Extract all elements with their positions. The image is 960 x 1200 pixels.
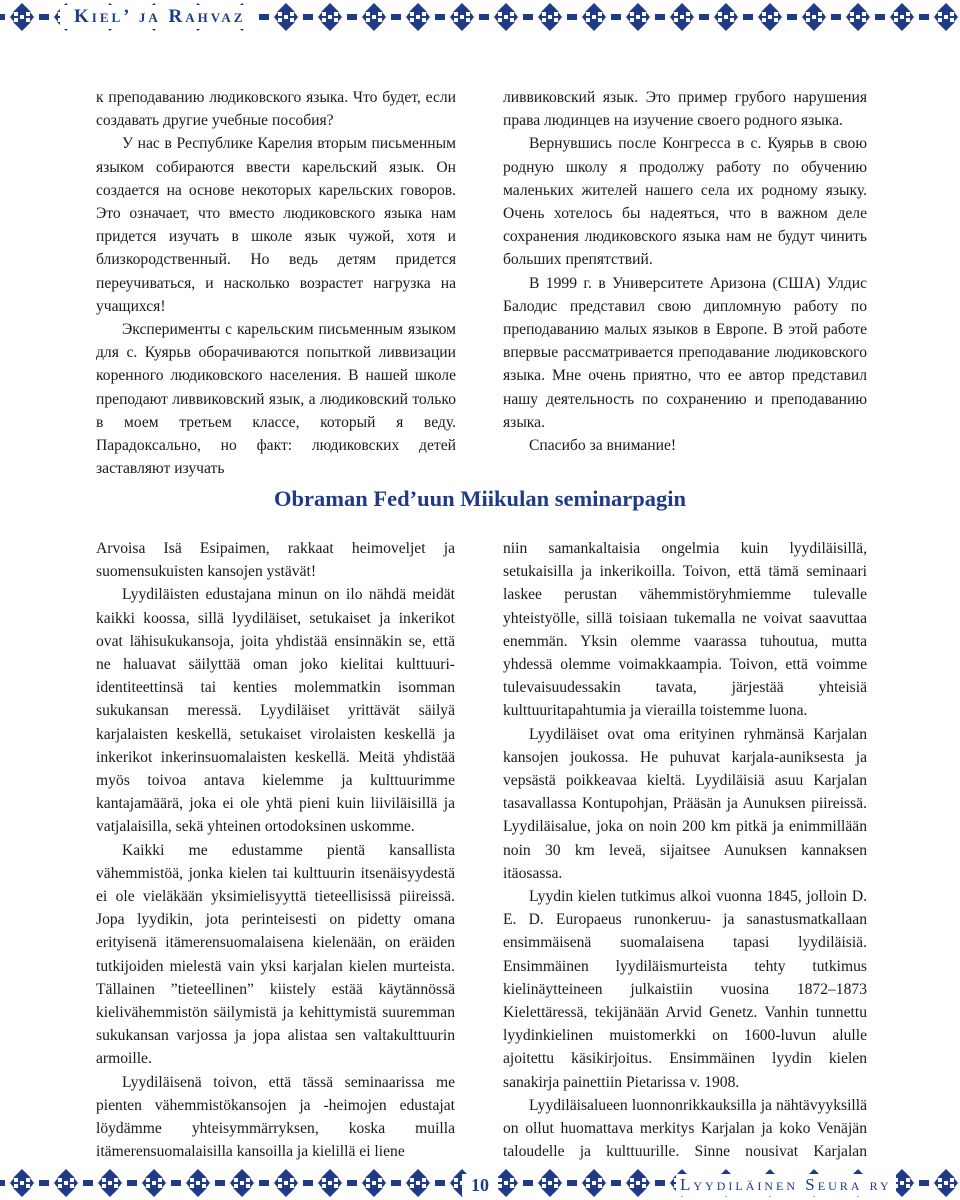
paragraph: Lyydiläisten edustajana minun on ilo nähdä meidät kaikki koossa, sillä lyydiläiset, setukaiset ja inkerikot ovat lähisukukansoja, joita yhdistää ensinnäkin se, että ne haluavat säilyttää oman joko kielitai kulttuuri-identiteettinsä tai kenties molemmatkin isomman sukukansan meressä. Lyydiläiset yrittävät säilyä karjalaisten keskellä, setukaiset virolaisten keskellä ja inkerikot inkerinsuomalaisten keskellä. Meitä yhdistää myös toivoa antava kielemme ja kulttuurimme kantajamäärä, joka ei ole yhtä pieni kuin liiviläisillä ja vatjalaisilla, sekä yhteinen ortodoksinen uskomme.: [96, 586, 455, 836]
paragraph: Lyydin kielen tutkimus alkoi vuonna 1845, jolloin D. E. D. Europaeus runonkeruu- ja sanastusmatkallaan ensimmäisenä suomalaisena tapasi lyydiläisiä. Ensimmäinen lyydiläismurteista tehty tutkimus kielinäytteineen julkaistiin vuosina 1872–1873 Kielettäressä, tekijänään Arvid Genetz. Vanhin tunnettu lyydinkielinen muistomerkki on 1600-luvun alulle ajoitettu käsikirjoitus. Ensimmäinen lyydin kielen sanakirja painettiin Pietarissa v. 1908.: [503, 888, 867, 1091]
paragraph: У нас в Республике Карелия вторым письменным языком собираются ввести карельский язык. Он создается на основе некоторых карельских говоров. Это означает, что вместо людиковского языка нам придется изучать в школе язык чужой, хотя и близкородственный. Но ведь детям придется переучиваться, и насколько возрастет нагрузка на учащихся!: [96, 135, 456, 315]
paragraph: Lyydiläisalueen luonnonrikkauksilla ja nähtävyyksillä on ollut huomattava merkitys Karjalan ja koko Venäjän taloudelle ja kulttuurille. Sinne nousivat Karjalan: [503, 1096, 867, 1161]
paragraph: Вернувшись после Конгресса в с. Куярьв в свою родную школу я продолжу работу по обучению маленьких жителей нашего села их родному языку. Очень хотелось бы надеяться, что в важном деле сохранения людиковского языка нам не будут чинить больших препятствий.: [503, 135, 867, 269]
publication-title: Kiel’ ja Rahvaz: [60, 5, 259, 29]
russian-article-right-column: [503, 86, 867, 457]
paragraph: В 1999 г. в Университете Аризона (США) Улдис Балодис представил свою дипломную работу по преподаванию малых языков в Европе. В этой работе впервые рассматривается преподавание людиковского языка. Мне очень приятно, что ее автор представил нашу деятельность по сохранению и преподаванию языка.: [503, 274, 867, 431]
paragraph: Lyydiläiset ovat oma erityinen ryhmänsä Karjalan kansojen joukossa. He puhuvat karjala-auniksesta ja vepsästä poikkeavaa kieltä. Lyydiläisiä asuu Karjalan tasavallassa Kontupohjan, Prääsän ja Aunuksen piireissä. Lyydiläisalue, joka on noin 200 km pitkä ja enimmillään noin 30 km leveä, sijaitsee Aunuksen kannaksen itäosassa.: [503, 725, 867, 882]
paragraph: Lyydiläisenä toivon, että tässä seminaarissa me pienten vähemmistökansojen ja -heimojen edustajat löydämme yhteisymmärryksen, koska muilla itämerensuomalaisilla kansoilla ja kielillä ei liene: [96, 1073, 455, 1161]
paragraph: ливвиковский язык. Это пример грубого нарушения права людинцев на изучение своего родного языка.: [503, 89, 867, 130]
paragraph: Kaikki me edustamme pientä kansallista vähemmistöä, jonka kielen tai kulttuurin itsenäisyydestä ei ole vieläkään yksimielisyyttä tieteellisissä piireissä. Jopa lyydikin, jota perinteisesti on pidetty omana erityisenä itämerensuomalaisena kielenään, on eräiden tutkijoiden mielestä vain yksi karjalan kielen murteista. Tällainen ”tieteellinen” kiistely estää käytännössä kielivähemmistön säilymistä ja kehittymistä suuremman sukukansan varjossa ja jopa alistaa sen valtakulttuurin armoille.: [96, 841, 455, 1068]
paragraph: niin samankaltaisia ongelmia kuin lyydiläisillä, setukaisilla ja inkerikoilla. Toivon, että tämä seminaari laskee perustan vähemmistöryhmiemme tulevalle yhteistyölle, sillä toisiaan tukemalla ne voivat saavuttaa enemmän. Yksin olemme vaarassa tuhoutua, mutta yhdessä olemme voimakkaampia. Toivon, että voimme tulevaisuudessakin tavata, järjestää yhteisiä kulttuuritapahtumia ja vierailla toistemme luona.: [503, 540, 867, 720]
russian-article-left-column: [96, 86, 456, 480]
footer-organization: Lyydiläinen Seura ry: [676, 1174, 896, 1196]
closing-line: Спасибо за внимание!: [529, 437, 677, 455]
paragraph: к преподаванию людиковского языка. Что будет, если создавать другие учебные пособия?: [96, 89, 456, 130]
finnish-article-right-column: [503, 537, 867, 1187]
paragraph: Эксперименты с карельским письменным языком для с. Куярьв оборачиваются попыткой ливвизации коренного людиковского населения. В нашей школе преподают ливвиковский язык, а людиковский только в моем третьем классе, который я веду. Парадоксально, но факт: людиковских детей заставляют изучать: [96, 321, 456, 478]
finnish-article-left-column: [96, 537, 455, 1163]
article-title: Obraman Fed’uun Miikulan seminarpagin: [274, 486, 686, 511]
page-number: 10: [462, 1174, 498, 1196]
header-ornament-band: [0, 0, 960, 34]
paragraph: Arvoisa Isä Esipaimen, rakkaat heimoveljet ja suomensukuisten kansojen ystävät!: [96, 540, 455, 581]
